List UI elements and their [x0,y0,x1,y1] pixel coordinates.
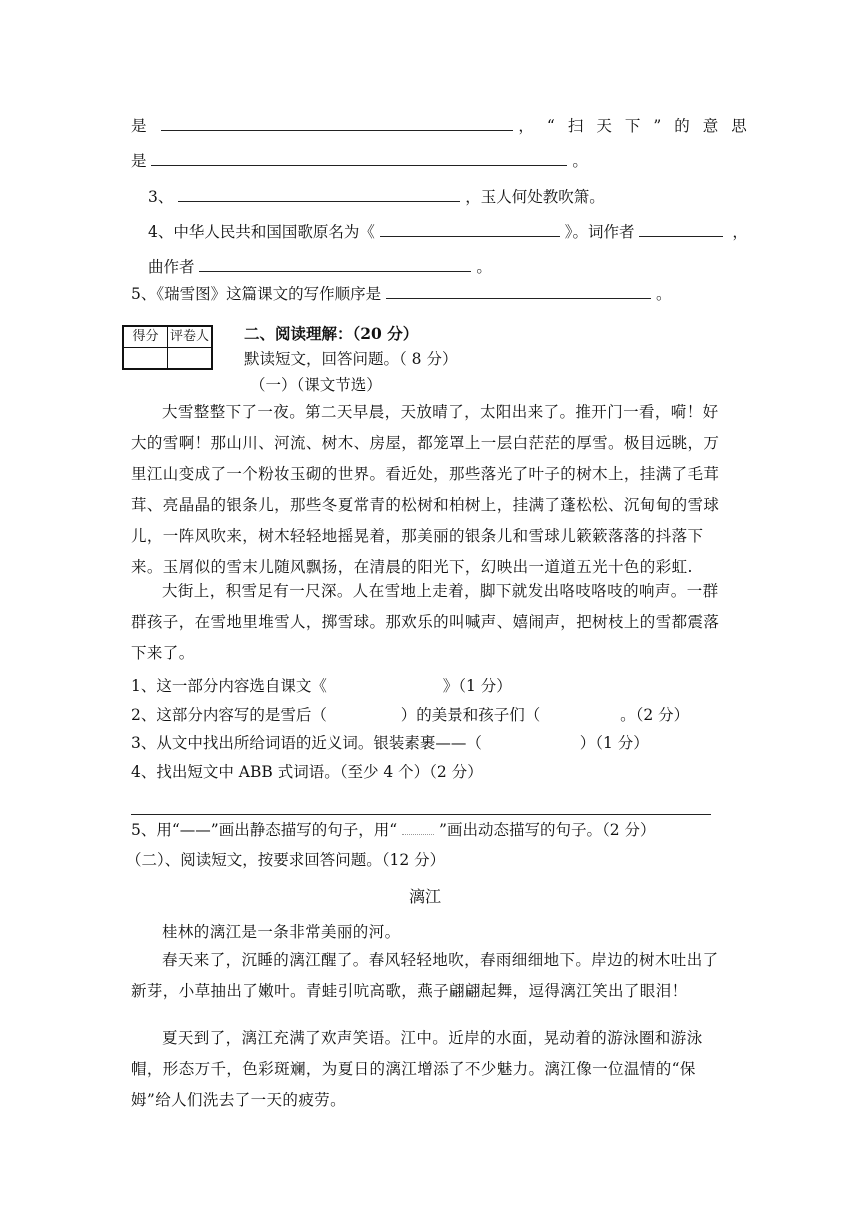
fill-question-4b [148,254,492,279]
reading-q3-points: ）（1 分） [579,734,649,752]
q3-number: 3、 [148,188,174,206]
answer-blank[interactable] [161,113,513,131]
fill-question-4 [148,219,748,244]
answer-line[interactable] [131,814,711,815]
passage-2-paragraph-3: 夏天到了，漓江充满了欢声笑语。江中。近岸的水面，晃动着的游泳圈和游泳帽，形态万千，色彩斑斓，为夏日的漓江增添了不少魅力。漓江像一位温情的“保姆”给人们洗去了一天的疲劳。 [131,1029,703,1109]
score-cell[interactable] [123,348,168,370]
reading-q2 [131,703,689,727]
q4b-end: 。 [476,258,492,276]
answer-blank[interactable] [199,254,471,272]
fill-line-2-start: 是 [131,152,147,170]
fill-line-1-mid: ，“扫天下”的意思 [518,117,760,135]
answer-blank[interactable] [178,184,460,202]
fill-line-1-start: 是 [131,117,147,135]
reading-q5 [131,818,655,842]
reading-q4: 4、找出短文中 ABB 式词语。（至少 4 个）（2 分） [131,763,483,781]
reading-q1-points: 》（1 分） [442,677,512,695]
reading-q3-text: 3、从文中找出所给词语的近义词。银装素裹——（ [131,734,482,752]
q4-mid: 》。词作者 [564,223,635,241]
score-label: 得分 [123,326,168,348]
wavy-line-sample [402,821,434,835]
q4b-start: 曲作者 [148,258,195,276]
subsection-2-title: （二）、阅读短文，按要求回答问题。（12 分） [126,851,446,869]
fill-question-5 [131,281,672,306]
grader-label: 评卷人 [168,326,213,348]
reading-q3 [131,731,649,755]
answer-blank[interactable] [386,281,651,299]
grader-cell[interactable] [168,348,213,370]
q5-end: 。 [656,285,672,303]
reading-q1 [131,674,512,698]
subsection-1-title: （一）（课文节选） [250,376,382,394]
passage-1-paragraph-2: 大街上，积雪足有一尺深。人在雪地上走着，脚下就发出咯吱咯吱的响声。一群群孩子，在雪地里堆雪人，掷雪球。那欢乐的叫喊声、嬉闹声，把树枝上的雪都震落下来了。 [131,582,720,662]
q5-start: 5、《瑞雪图》这篇课文的写作顺序是 [131,285,382,303]
section-instruction: 默读短文，回答问题。（ 8 分） [244,350,458,368]
answer-blank[interactable] [639,219,723,237]
passage-2-title: 漓江 [409,887,442,906]
q3-tail: ，玉人何处教吹箫。 [465,188,605,206]
reading-q5-text-b: ”画出动态描写的句子。（2 分） [439,821,656,839]
passage-1-paragraph-1: 大雪整整下了一夜。第二天早晨，天放晴了，太阳出来了。推开门一看，嗬！好大的雪啊！那山川、河流、树木、房屋，都笼罩上一层白茫茫的厚雪。极目远眺，万里江山变成了一个粉妆玉砌的世界。看近处，那些落光了叶子的树木上，挂满了毛茸茸、亮晶晶的银条儿，那些冬夏常青的松树和柏树上，挂满了蓬松松、沉甸甸的雪球儿，一阵风吹来，树木轻轻地摇晃着，那美丽的银条儿和雪球儿簌簌落落的抖落下来。玉屑似的雪末儿随风飘扬，在清晨的阳光下，幻映出一道道五光十色的彩虹. [131,403,720,576]
answer-blank[interactable] [380,219,560,237]
reading-q2-points: 。（2 分） [620,706,690,724]
passage-2-paragraph-2: 春天来了，沉睡的漓江醒了。春风轻轻地吹，春雨细细地下。岸边的树木吐出了新芽，小草抽出了嫩叶。青蛙引吭高歌，燕子翩翩起舞，逗得漓江笑出了眼泪！ [131,951,719,1000]
fill-line-2-end: 。 [572,152,588,170]
reading-q2-text-b: ）的美景和孩子们（ [400,706,541,724]
q4-start: 4、中华人民共和国国歌原名为《 [148,223,375,241]
reading-q1-text: 1、这一部分内容选自课文《 [131,677,327,695]
fill-question-3 [148,184,605,209]
answer-blank[interactable] [151,148,567,166]
reading-q5-text-a: 5、用“——”画出静态描写的句子，用“ [131,821,398,839]
reading-q2-text-a: 2、这部分内容写的是雪后（ [131,706,327,724]
q4-tail: ， [732,223,748,241]
fill-line-1 [131,113,760,138]
score-box [122,325,213,370]
section-title: 二、阅读理解：（20 分） [244,324,419,343]
fill-line-2 [131,148,588,173]
passage-2-paragraph-1: 桂林的漓江是一条非常美丽的河。 [162,923,401,941]
